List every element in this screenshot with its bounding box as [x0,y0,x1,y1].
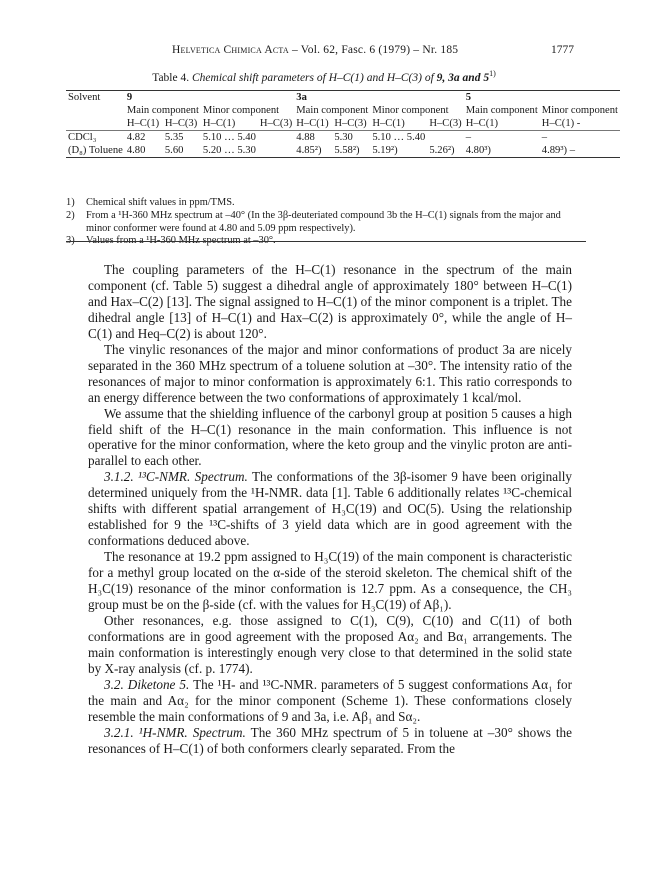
paragraph [88,469,572,549]
component-header: Main component [126,105,199,116]
table-caption-prefix: Table 4. [152,72,192,84]
shift-cell: 5.19²) [370,144,427,158]
shift-cell: 4.85²) [294,144,332,158]
shift-cell: 5.10 … 5.40 [372,132,426,143]
footnote-marker: 1) [66,197,75,208]
solvent-cell: CDCl₃ [68,132,97,143]
table-bottom-rule [66,241,586,242]
footnote-marker: 3) [66,235,75,247]
subheader-cell: H–C(3) [163,117,201,131]
subheader-cell: H–C(3) [332,117,370,131]
component-header: Minor component [541,105,619,116]
journal-title [172,44,458,56]
subheader-cell: H–C(1) [294,117,332,131]
shift-cell: 4.88 [296,132,315,143]
paragraph: The coupling parameters of the H–C(1) resonance in the spectrum of the main component (cf. Table 5) suggest a dihedral angle of approximately 180° between H–C(1) and Hax–C(2) [13]. The signal assigned to H–C(1) of the minor component is a triplet. The dihedral angle [13] of H–C(1) and Hax–C(2) is approximately 0°, while the angle of H–C(1) and Heq–C(2) is about 120°. [88,262,572,341]
table-compound-row [66,91,620,105]
component-header: Main component [296,105,369,116]
shift-cell: 5.20 … 5.30 [202,145,256,156]
shift-cell: 5.58²) [332,144,370,158]
footnote [66,197,586,210]
volume-info: – Vol. 62, Fasc. 6 (1979) – Nr. 185 [291,44,459,56]
shift-cell [427,131,463,145]
paragraph: Other resonances, e.g. those assigned to C(1), C(9), C(10) and C(11) of both conformations are in good agreement with the proposed Aα₂ and Bα₁ arrangements. The main conformation is interestingly enough very close to that determined in the solid state by X-ray analysis (cf. p. 1774). [88,612,572,676]
paragraph [88,725,572,757]
shift-cell: – [465,132,471,143]
shift-cell: 5.60 [163,144,201,158]
subheader-cell: H–C(1) [201,117,258,131]
paragraph: We assume that the shielding influence of the carbonyl group at position 5 causes a high field shift of the H–C(1) resonance in the main conformation. This influence is not operative for the minor conformation, where the keto group and the vinylic proton are anti-parallel to each other. [88,405,572,469]
component-header: Main component [465,105,538,116]
table-caption-note: 1) [489,69,496,79]
compound-9-header: 9 [125,91,294,105]
subheader-cell: H–C(3) [429,118,462,129]
subheader-cell: H–C(1) [125,117,163,131]
shift-cell: 5.30 [334,132,353,143]
section-heading: 3.1.2. ¹³C-NMR. Spectrum. [104,469,248,485]
paragraph [88,677,572,725]
table-row [66,131,620,145]
subheader-cell: H–C(1) [370,117,427,131]
component-header: Minor component [372,105,449,116]
chemical-shift-table [66,90,620,158]
section-heading: 3.2.1. ¹H-NMR. Spectrum. [104,724,246,740]
shift-cell: 4.89³) – [540,144,620,158]
table-row [66,144,620,158]
component-header: Minor component [202,105,280,116]
subheader-cell: H–C(1) - [540,117,620,131]
col-solvent-header: Solvent [66,91,125,105]
body-text [88,262,572,757]
paragraph-text: The ¹H- and ¹³C-NMR. parameters of 5 suggest conformations Aα₁ for the main and Aα₂ for the minor component (Scheme 1). These conformations closely resemble the main conformations of 9 and 3a, i.e. Aβ₁ and Sα₂. [88,676,572,724]
compound-3a-header: 3a [294,91,463,105]
footnote-text: From a ¹H-360 MHz spectrum at –40° (In the 3β-deuteriated compound 3b the H–C(1) signals from the major and minor conformer were found at 4.80 and 5.09 ppm respectively). [86,209,561,234]
shift-cell: 5.10 … 5.40 [202,132,256,143]
shift-cell: 4.82 [126,132,146,143]
footnote-text: Values from a ¹H-360 MHz spectrum at –30°. [86,235,276,247]
table-component-row [66,104,620,117]
shift-cell: 5.26²) [427,144,463,158]
footnote-marker: 2) [66,209,75,221]
shift-cell: 4.80 [125,144,163,158]
subheader-cell: H–C(3) [259,118,293,129]
section-heading: 3.2. Diketone 5. [104,676,190,692]
paragraph: The resonance at 19.2 ppm assigned to H₃C(19) of the main component is characteristic for a methyl group located on the α-side of the steroid skeleton. The chemical shift of the H₃C(19) resonance of the minor conformation is 12.7 ppm. As a consequence, the CH₃ group must be on the β-side (cf. with the values for H₃C(19) of Aβ₁). [88,549,572,613]
shift-cell [258,131,294,145]
page-number: 1777 [551,44,574,56]
compound-5-header: 5 [464,91,620,105]
table-caption-text: Chemical shift parameters of H–C(1) and H–C(3) of [191,72,434,84]
table-caption [0,69,648,84]
subheader-cell: H–C(1) [464,117,540,131]
shift-cell: 5.35 [164,132,184,143]
journal-name: Helvetica Chimica Acta [172,44,289,56]
table-subheader-row [66,117,620,131]
footnote-text: Chemical shift values in ppm/TMS. [86,197,235,208]
paragraph-text: The 360 MHz spectrum of 5 in toluene at –30° shows the resonances of H–C(1) of both conformers clearly separated. From the [88,724,572,756]
table-caption-compounds: 9, 3a and 5 [436,72,490,84]
footnote [66,210,586,236]
shift-cell [258,144,294,158]
shift-cell: – [541,132,548,143]
paragraph: The vinylic resonances of the major and minor conformations of product 3a are nicely separated in the 360 MHz spectrum of a toluene solution at –30°. The intensity ratio of the resonances of major to minor conformation is approximately 6:1. This ratio corresponds to an energy difference between the two conformations of approximately 1 kcal/mol. [88,341,572,405]
paragraph-text: The conformations of the 3β-isomer 9 have been originally determined uniquely from the ¹H-NMR. data [1]. Table 6 additionally relates ¹³C-chemical shifts with different spatial arrangement of H₃C(19) and OC(5). Using the relationship established for 9 the ¹³C-shifts of 3 yield data which are in good agreement with the conformations deduced above. [88,469,573,549]
shift-cell: 4.80³) [464,144,540,158]
solvent-cell: (D₈) Toluene [68,145,123,156]
